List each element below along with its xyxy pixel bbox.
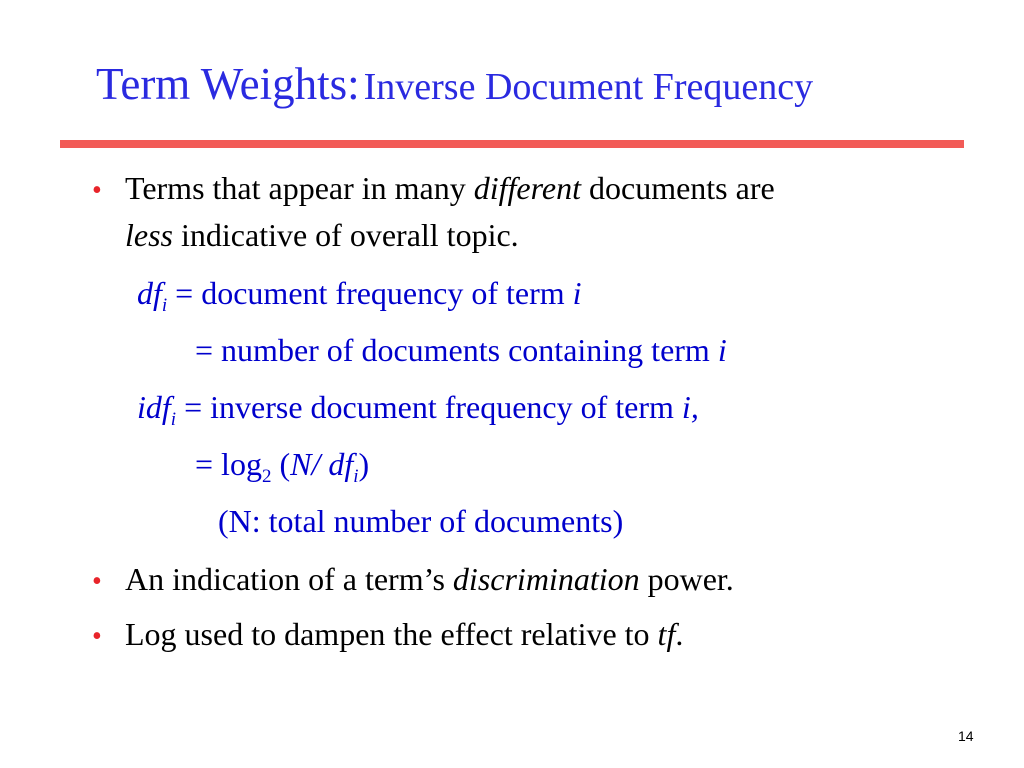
title-main: Term Weights: <box>96 59 360 109</box>
slide-title <box>96 59 814 109</box>
title-subtitle: Inverse Document Frequency <box>363 66 814 108</box>
df-definition-2: = number of documents containing term i <box>195 332 727 368</box>
idf-formula: = $\log_2 (N/$ $df_i$) <box>195 446 370 487</box>
bullet-1-line-1: Terms that appear in many different documents are <box>125 170 775 206</box>
bullet-icon: • <box>92 175 102 206</box>
title-divider <box>60 140 964 148</box>
bullet-2: An indication of a term’s discrimination power. <box>125 561 734 597</box>
bullet-icon: • <box>92 621 102 652</box>
page-number: 14 <box>958 728 974 744</box>
df-variable: df <box>137 275 162 311</box>
bullet-1-line-2: less indicative of overall topic. <box>125 217 519 253</box>
idf-variable: idf <box>137 389 171 425</box>
idf-definition: idf$_i$ = inverse document frequency of term i, <box>137 389 699 430</box>
df-definition: $df_i$ = document frequency of term i <box>137 275 582 316</box>
bullet-icon: • <box>92 566 102 597</box>
n-note: (N: total number of documents) <box>218 503 624 539</box>
bullet-3: Log used to dampen the effect relative to tf. <box>125 616 684 652</box>
